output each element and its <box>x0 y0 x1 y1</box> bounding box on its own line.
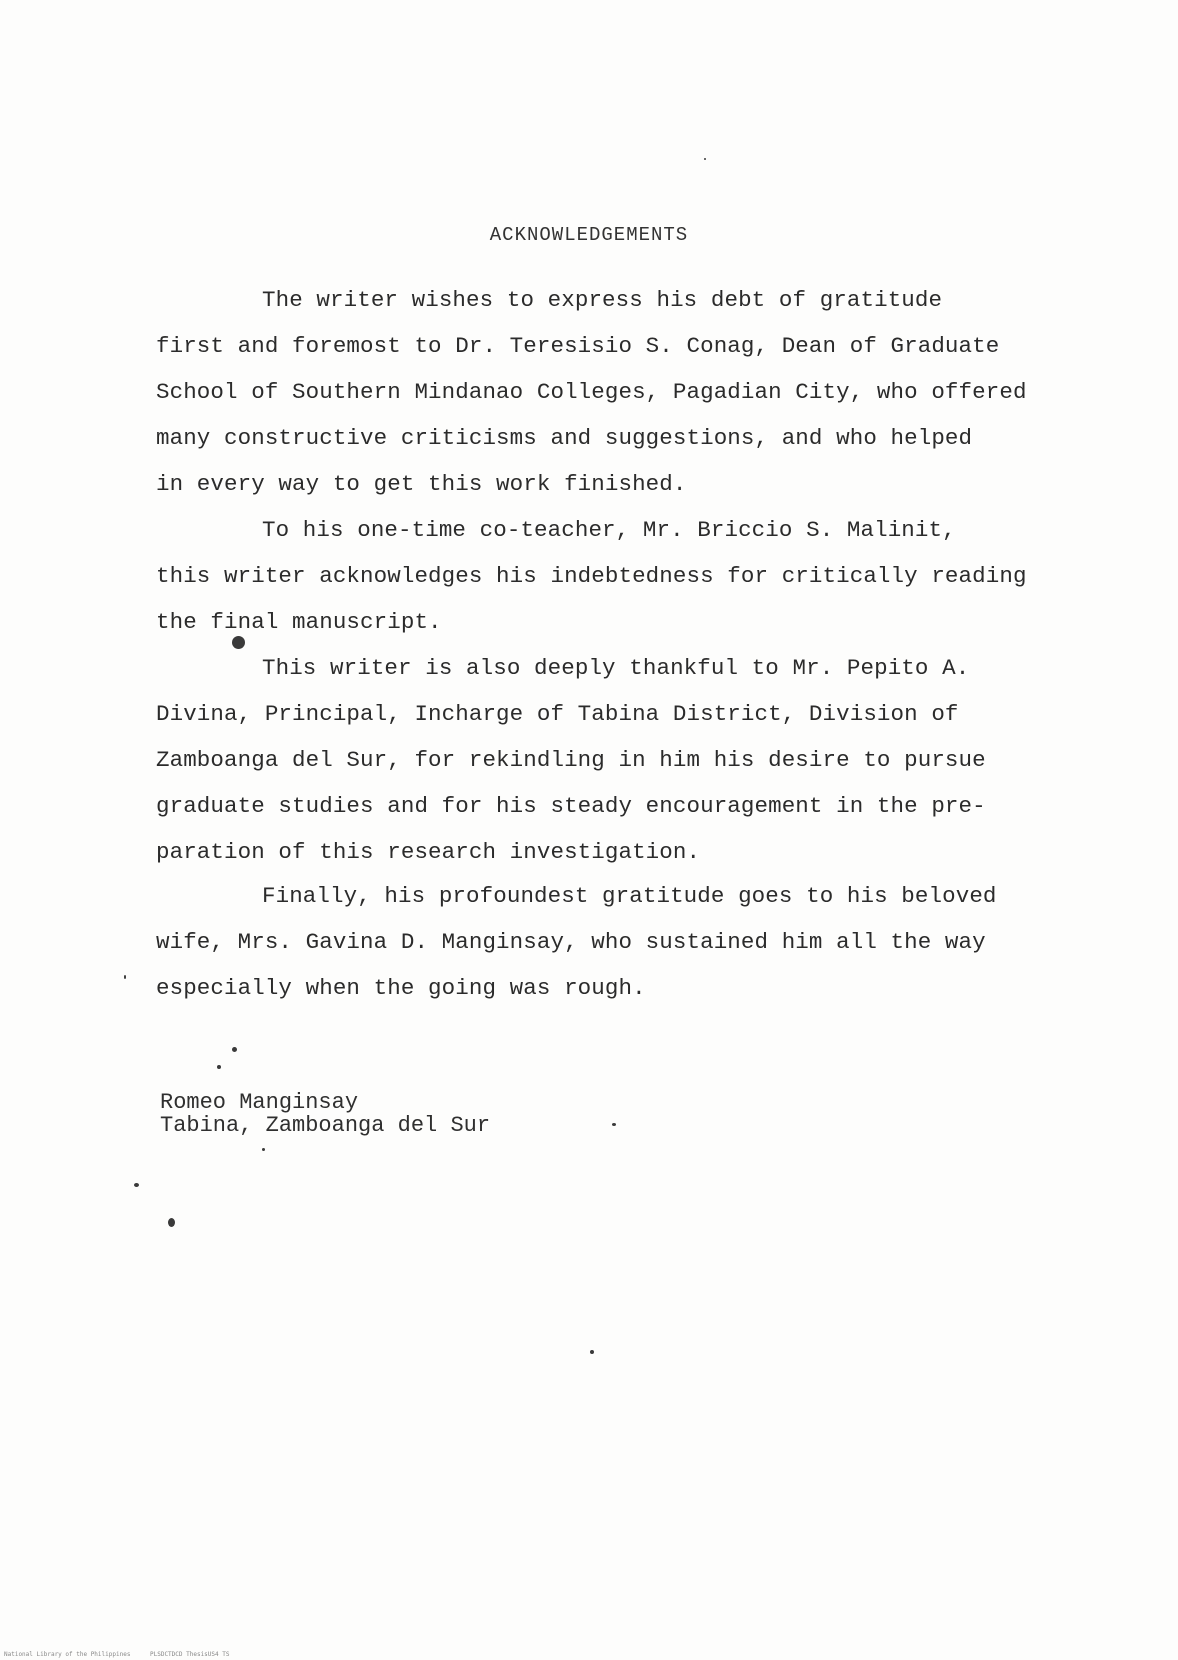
paragraph-3-line-4: graduate studies and for his steady encouragement in the pre- <box>156 793 986 819</box>
paragraph-1-line-4: many constructive criticisms and suggestions, and who helped <box>156 425 973 451</box>
paragraph-3-line-1: This writer is also deeply thankful to Mr. Pepito A. <box>262 655 970 681</box>
scan-speck <box>134 1183 139 1187</box>
scan-speck <box>590 1350 594 1354</box>
scan-speck <box>124 975 126 979</box>
paragraph-3-line-5: paration of this research investigation. <box>156 839 701 865</box>
scan-speck <box>612 1123 616 1126</box>
paragraph-3-line-3: Zamboanga del Sur, for rekindling in him his desire to pursue <box>156 747 986 773</box>
page-title: ACKNOWLEDGEMENTS <box>489 224 689 246</box>
scan-speck <box>232 1047 237 1052</box>
paragraph-1-line-2: first and foremost to Dr. Teresisio S. Conag, Dean of Graduate <box>156 333 1000 359</box>
scan-speck <box>217 1065 221 1069</box>
paragraph-1-line-1: The writer wishes to express his debt of gratitude <box>262 287 943 313</box>
scan-speck <box>168 1218 175 1227</box>
paragraph-4-line-1: Finally, his profoundest gratitude goes to his beloved <box>262 883 997 909</box>
signature-location: Tabina, Zamboanga del Sur <box>160 1113 491 1138</box>
scan-speck <box>704 158 706 160</box>
paragraph-3-line-2: Divina, Principal, Incharge of Tabina District, Division of <box>156 701 959 727</box>
paragraph-1-line-5: in every way to get this work finished. <box>156 471 687 497</box>
paragraph-2-line-1: To his one-time co-teacher, Mr. Briccio S. Malinit, <box>262 517 956 543</box>
scan-speck <box>262 1148 265 1151</box>
paragraph-4-line-2: wife, Mrs. Gavina D. Manginsay, who sustained him all the way <box>156 929 986 955</box>
paragraph-2-line-3: the final manuscript. <box>156 609 442 635</box>
scan-speck <box>232 636 245 649</box>
footer-left-note: National Library of the Philippines <box>4 1651 131 1658</box>
signature-name: Romeo Manginsay <box>160 1090 359 1115</box>
paragraph-4-line-3: especially when the going was rough. <box>156 975 646 1001</box>
paragraph-2-line-2: this writer acknowledges his indebtedness for critically reading <box>156 563 1027 589</box>
footer-right-note: PLSDCTDCD ThesisUS4 TS <box>150 1651 230 1658</box>
paragraph-1-line-3: School of Southern Mindanao Colleges, Pagadian City, who offered <box>156 379 1027 405</box>
